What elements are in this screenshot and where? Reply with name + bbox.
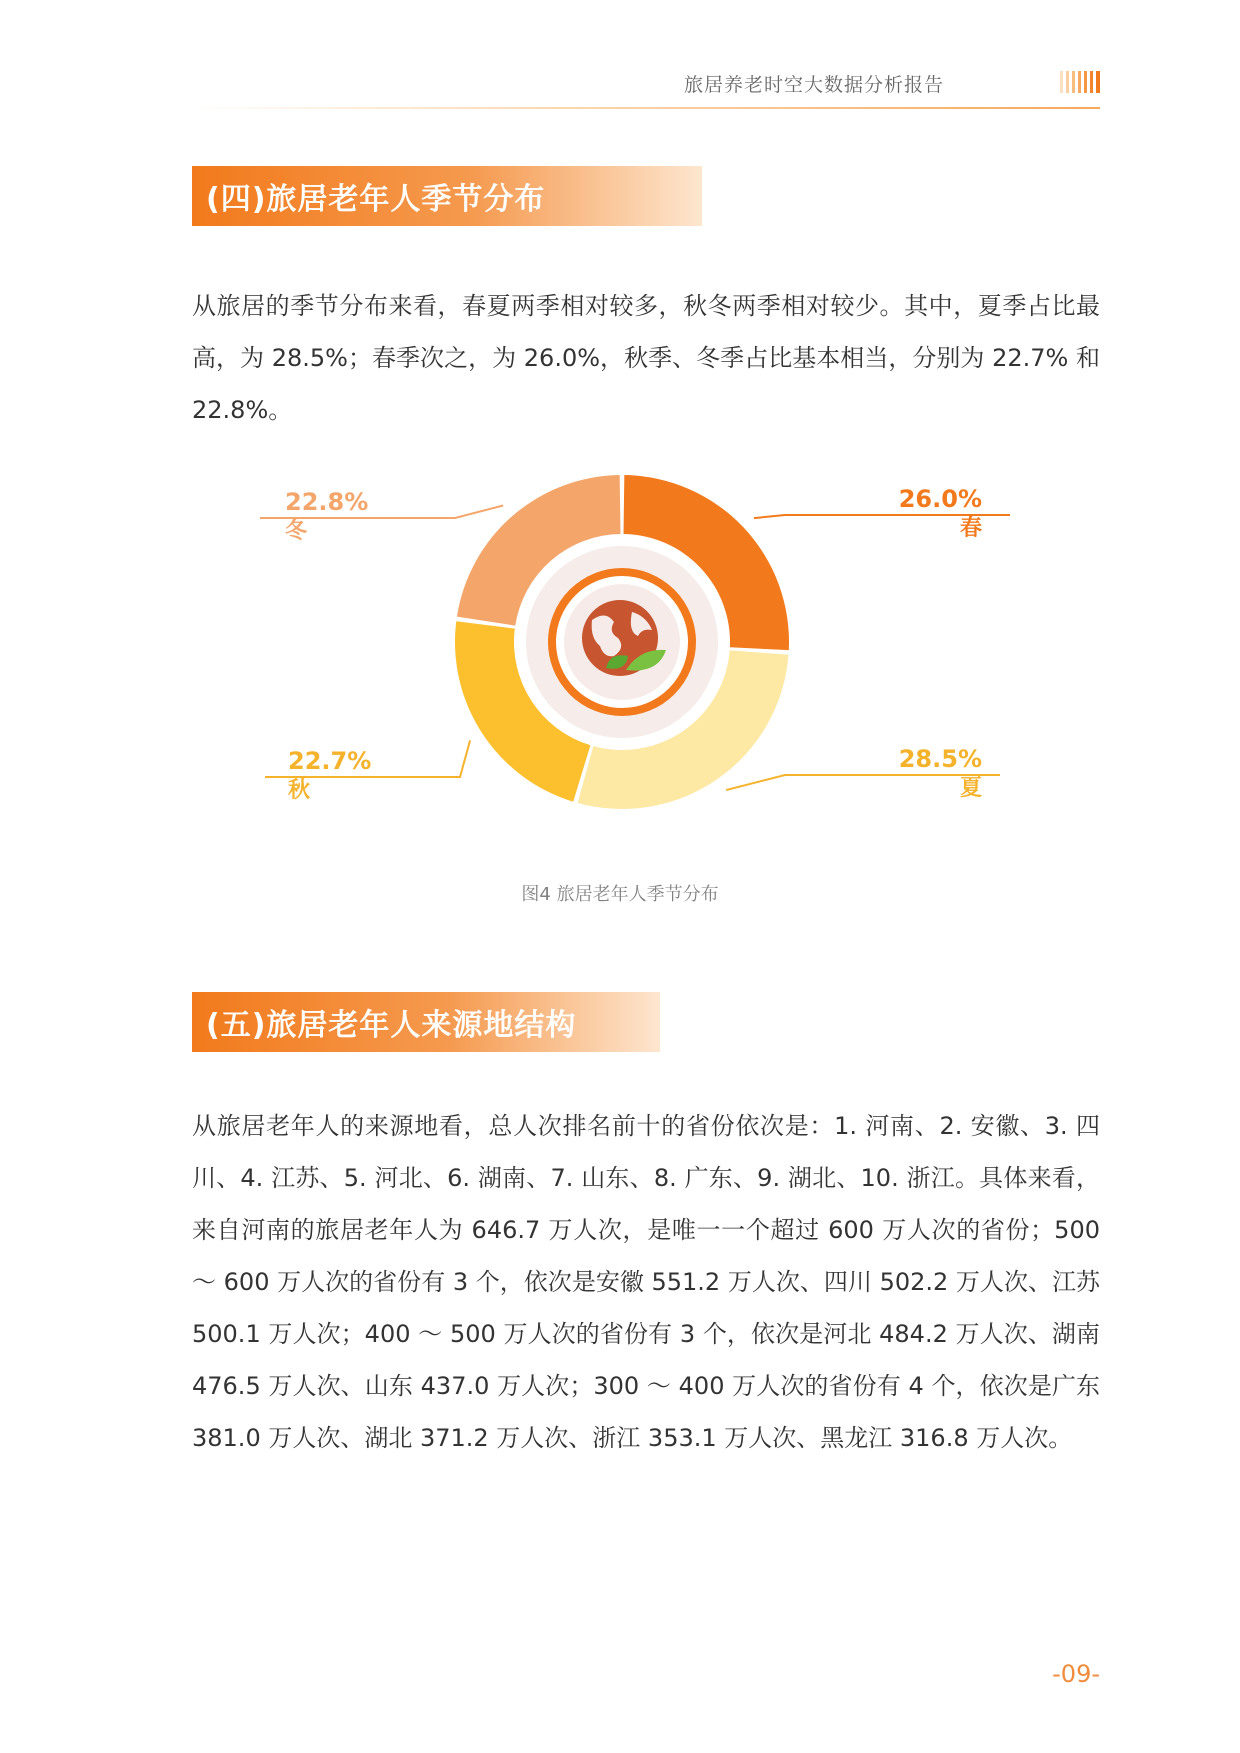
category-label-autumn: 秋 xyxy=(288,778,311,803)
value-label-summer: 28.5% xyxy=(898,745,982,773)
section-heading-season-text: (四)旅居老年人季节分布 xyxy=(206,182,546,217)
season-paragraph: 从旅居的季节分布来看，春夏两季相对较多，秋冬两季相对较少。其中，夏季占比最高，为 28.5%；春季次之，为 26.0%，秋季、冬季占比基本相当，分别为 22.7% 和 22.8%。 xyxy=(192,292,1100,424)
category-label-winter: 冬 xyxy=(285,519,308,544)
value-label-autumn: 22.7% xyxy=(288,747,372,775)
leader-line-summer xyxy=(726,775,1000,790)
value-label-winter: 22.8% xyxy=(285,488,369,516)
section-heading-origin xyxy=(192,992,660,1052)
page-number: -09- xyxy=(1052,1660,1100,1688)
section-heading-origin-text: (五)旅居老年人来源地结构 xyxy=(206,1008,577,1043)
category-label-summer: 夏 xyxy=(959,776,982,801)
report-title: 旅居养老时空大数据分析报告 xyxy=(683,74,944,96)
category-label-spring: 春 xyxy=(959,516,982,541)
origin-paragraph: 从旅居老年人的来源地看，总人次排名前十的省份依次是：1. 河南、2. 安徽、3. 四川、4. 江苏、5. 河北、6. 湖南、7. 山东、8. 广东、9. 湖北、10. 浙江。具体来看，来自河南的旅居老年人为 646.7 万人次，是唯一一个超过 600 万人次的省份；500 ～ 600 万人次的省份有 3 个，依次是安徽 551.2 万人次、四川 502.2 万人次、江苏 500.1 万人次；400 ～ 500 万人次的省份有 3 个，依次是河北 484.2 万人次、湖南 476.5 万人次、山东 437.0 万人次；300 ～ 400 万人次的省份有 4 个，依次是广东 381.0 万人次、湖北 371.2 万人次、浙江 353.1 万人次、黑龙江 316.8 万人次。 xyxy=(192,1112,1100,1452)
value-label-spring: 26.0% xyxy=(898,485,982,513)
figure-caption: 图4 旅居老年人季节分布 xyxy=(521,884,719,905)
